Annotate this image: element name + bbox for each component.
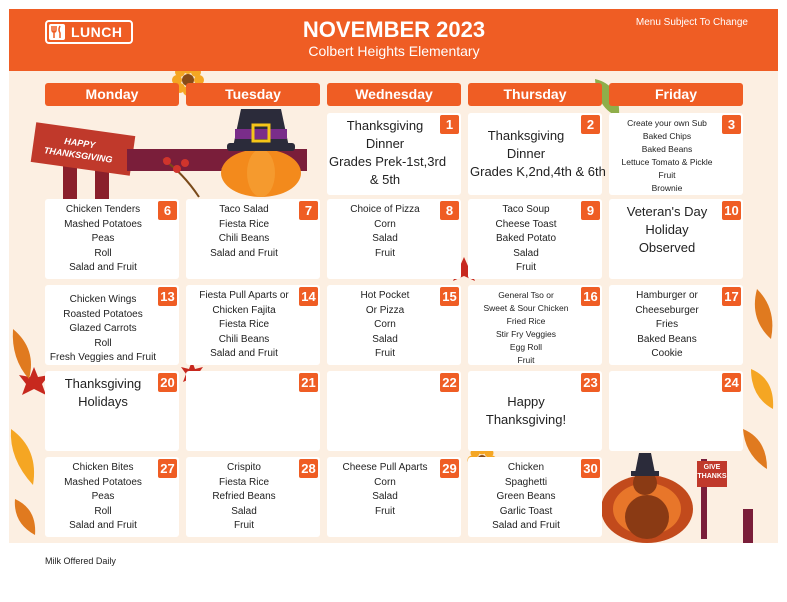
menu-item: Fiesta Pull Aparts or [199, 290, 289, 301]
menu-list [329, 289, 441, 362]
date-number: 1 [440, 115, 459, 134]
menu-list [611, 117, 723, 195]
date-number: 9 [581, 201, 600, 220]
menu-item: Fruit [516, 262, 536, 274]
header-banner [9, 9, 778, 71]
menu-list [470, 461, 582, 534]
page-title: NOVEMBER 2023 [302, 17, 486, 42]
menu-list [470, 203, 582, 276]
menu-item: Garlic Toast [499, 505, 553, 517]
menu-item: Roll [94, 337, 112, 349]
menu-item: Baked Beans [641, 144, 693, 154]
menu-item: Holidays [78, 394, 128, 409]
menu-item: General Tso or [498, 290, 554, 300]
menu-item: Cheeseburger [635, 304, 699, 316]
menu-item: Chicken Bites [72, 462, 134, 473]
date-number: 21 [299, 373, 318, 392]
day-cell-1 [327, 113, 461, 195]
berry-branch-illustration [159, 151, 209, 199]
autumn-leaves-right-illustration [737, 279, 778, 479]
menu-item: Corn [374, 218, 396, 230]
menu-item: Egg Roll [509, 342, 543, 352]
menu-item: Refried Beans [212, 491, 276, 503]
date-number: 6 [158, 201, 177, 220]
date-number: 13 [158, 287, 177, 306]
day-cell-28 [186, 457, 320, 537]
day-header-tuesday: Tuesday [186, 83, 320, 106]
menu-item: Fried Rice [506, 316, 546, 326]
date-number: 28 [299, 459, 318, 478]
menu-item: Salad [372, 233, 398, 245]
menu-item: Baked Chips [642, 131, 692, 141]
date-number: 16 [581, 287, 600, 306]
day-cell-29 [327, 457, 461, 537]
menu-list [47, 375, 159, 411]
menu-list [47, 203, 159, 276]
menu-item: Salad and Fruit [69, 262, 137, 274]
menu-item: Holiday [645, 222, 689, 237]
menu-item: Corn [374, 319, 396, 331]
menu-item: Chicken [507, 462, 545, 473]
day-cell-22 [327, 371, 461, 451]
date-number: 8 [440, 201, 459, 220]
menu-item: Thanksgiving [346, 118, 424, 133]
menu-item: Mashed Potatoes [64, 218, 142, 230]
menu-list [47, 293, 159, 366]
menu-change-notice: Menu Subject To Change [635, 17, 748, 28]
date-number: 27 [158, 459, 177, 478]
date-number: 30 [581, 459, 600, 478]
menu-list [470, 289, 582, 367]
day-cell-30 [468, 457, 602, 537]
menu-item: Stir Fry Veggies [496, 329, 556, 339]
day-cell-2 [468, 113, 606, 195]
sign-text: HAPPY THANKSGIVING [43, 135, 114, 165]
menu-item: Lettuce Tomato & Pickle [621, 157, 713, 167]
lunch-logo [45, 20, 133, 44]
date-number: 14 [299, 287, 318, 306]
menu-item: Happy [507, 394, 545, 409]
day-cell-6 [45, 199, 179, 279]
day-cell-15 [327, 285, 461, 365]
fork-knife-icon [49, 24, 65, 40]
menu-item: Fries [655, 319, 679, 331]
menu-item: Salad and Fruit [492, 520, 560, 532]
date-number: 15 [440, 287, 459, 306]
menu-item: Salad [372, 333, 398, 345]
menu-item: Chicken Fajita [212, 304, 276, 316]
menu-item: Fruit [517, 355, 535, 365]
date-number: 2 [581, 115, 600, 134]
menu-item: Salad and Fruit [210, 247, 278, 259]
menu-item: Mashed Potatoes [64, 476, 142, 488]
menu-item: Veteran's Day [626, 204, 708, 219]
menu-item: Salad [513, 247, 539, 259]
menu-item: Taco Soup [502, 204, 550, 215]
menu-item: Fiesta Rice [218, 476, 269, 488]
day-header-monday: Monday [45, 83, 179, 106]
calendar-sheet [9, 9, 778, 543]
menu-item: Thanksgiving [64, 376, 142, 391]
menu-item: Fruit [375, 348, 395, 360]
menu-item: Cheese Pull Aparts [342, 462, 428, 473]
day-cell-27 [45, 457, 179, 537]
menu-item: Salad and Fruit [69, 520, 137, 532]
turkey-sign-text: GIVE THANKS [697, 464, 727, 480]
turkey-illustration [597, 445, 727, 543]
autumn-leaves-left-illustration [9, 309, 49, 539]
menu-item: Or Pizza [365, 304, 405, 316]
day-cell-7 [186, 199, 320, 279]
menu-item: Green Beans [496, 491, 556, 503]
menu-item: & 5th [369, 172, 401, 187]
menu-item: Chicken Wings [69, 294, 137, 305]
menu-item: Chili Beans [218, 333, 270, 345]
day-cell-23 [468, 371, 602, 451]
day-cell-20 [45, 371, 179, 451]
date-number: 7 [299, 201, 318, 220]
menu-item: Grades Prek-1st,3rd [329, 154, 447, 169]
date-number: 3 [722, 115, 741, 134]
menu-item: Dinner [365, 136, 405, 151]
menu-item: Thanksgiving! [485, 412, 567, 427]
logo-text: LUNCH [71, 24, 123, 40]
menu-list [188, 461, 300, 534]
menu-list [470, 393, 582, 429]
day-header-wednesday: Wednesday [327, 83, 461, 106]
menu-item: Roll [94, 505, 112, 517]
menu-item: Fruit [234, 520, 254, 532]
menu-item: Cookie [651, 348, 683, 360]
menu-list [611, 203, 723, 257]
pumpkin-pilgrim-hat-illustration [211, 103, 311, 201]
menu-list [470, 127, 606, 181]
menu-item: Roasted Potatoes [63, 308, 143, 320]
day-cell-13 [45, 285, 179, 365]
menu-item: Spaghetti [504, 476, 548, 488]
menu-item: Sweet & Sour Chicken [483, 303, 569, 313]
day-header-friday: Friday [609, 83, 743, 106]
menu-item: Peas [91, 233, 115, 245]
menu-list [611, 289, 723, 362]
menu-item: Thanksgiving [487, 128, 565, 143]
menu-item: Crispito [227, 462, 261, 473]
menu-item: Fresh Veggies and Fruit [49, 352, 157, 364]
menu-list [329, 461, 441, 519]
date-number: 23 [581, 373, 600, 392]
menu-item: Hot Pocket [360, 290, 410, 301]
day-cell-14 [186, 285, 320, 365]
menu-item: Grades K,2nd,4th & 6th [470, 164, 606, 179]
menu-item: Cheese Toast [495, 218, 557, 230]
menu-item: Salad [231, 505, 257, 517]
milk-note: Milk Offered Daily [45, 556, 116, 566]
menu-list [188, 203, 300, 261]
menu-item: Choice of Pizza [350, 204, 420, 215]
menu-item: Dinner [506, 146, 546, 161]
day-cell-16 [468, 285, 602, 365]
day-cell-17 [609, 285, 743, 365]
date-number: 17 [722, 287, 741, 306]
day-cell-3 [609, 113, 743, 195]
menu-item: Fiesta Rice [218, 218, 269, 230]
date-number: 22 [440, 373, 459, 392]
day-header-thursday: Thursday [468, 83, 602, 106]
menu-item: Glazed Carrots [69, 323, 137, 335]
date-number: 29 [440, 459, 459, 478]
menu-list [188, 289, 300, 362]
menu-item: Baked Beans [637, 333, 697, 345]
menu-list [47, 461, 159, 534]
wooden-post-illustration [739, 509, 759, 543]
menu-item: Chicken Tenders [65, 204, 141, 215]
date-number: 20 [158, 373, 177, 392]
menu-item: Observed [638, 240, 696, 255]
day-cell-21 [186, 371, 320, 451]
menu-item: Peas [91, 491, 115, 503]
menu-item: Fruit [375, 505, 395, 517]
date-number: 10 [722, 201, 741, 220]
menu-item: Hamburger or [636, 290, 698, 301]
menu-item: Roll [94, 247, 112, 259]
menu-item: Fiesta Rice [218, 319, 269, 331]
menu-item: Brownie [651, 183, 683, 193]
menu-list [329, 203, 441, 261]
menu-list [329, 117, 447, 189]
day-cell-9 [468, 199, 602, 279]
menu-item: Taco Salad [219, 204, 269, 215]
menu-item: Salad [372, 491, 398, 503]
menu-item: Salad and Fruit [210, 348, 278, 360]
day-cell-8 [327, 199, 461, 279]
menu-item: Fruit [658, 170, 676, 180]
date-number: 24 [722, 373, 741, 392]
day-cell-10 [609, 199, 743, 279]
day-cell-24 [609, 371, 743, 451]
menu-item: Create your own Sub [627, 118, 707, 128]
menu-item: Corn [374, 476, 396, 488]
menu-item: Baked Potato [495, 233, 557, 245]
school-name: Colbert Heights Elementary [308, 43, 480, 59]
menu-item: Fruit [375, 247, 395, 259]
menu-item: Chili Beans [218, 233, 270, 245]
